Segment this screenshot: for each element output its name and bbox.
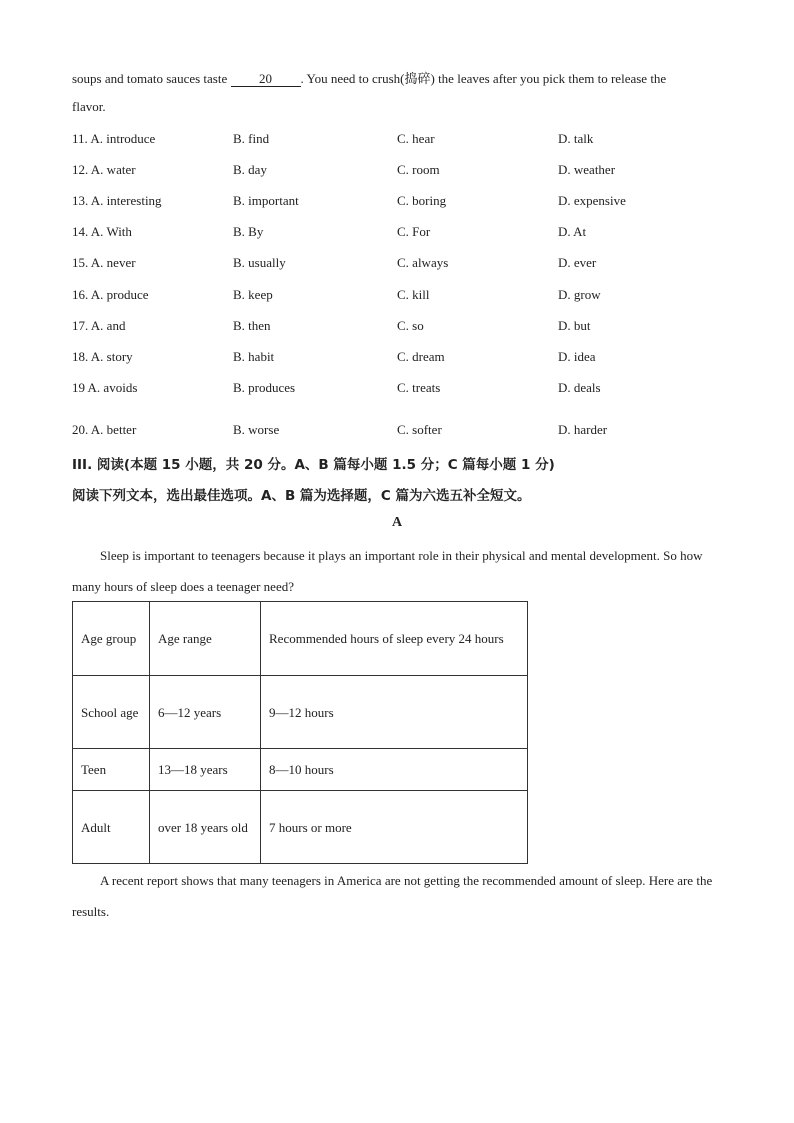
- question-row: [72, 131, 732, 149]
- option-a: A. produce: [90, 287, 149, 302]
- question-number-and-option-a: [72, 162, 136, 178]
- option-a: A. and: [90, 318, 126, 333]
- option-c: C. hear: [397, 131, 435, 146]
- option-d: D. weather: [558, 162, 616, 177]
- option-b: B. produces: [233, 380, 296, 395]
- cell-hours: 7 hours or more: [261, 791, 528, 864]
- option-d: D. grow: [558, 287, 601, 302]
- option-c: C. treats: [397, 380, 441, 395]
- question-number-and-option-a: [72, 224, 132, 240]
- question-number: 20.: [72, 422, 89, 437]
- cell-hours: 9—12 hours: [261, 676, 528, 749]
- question-number-and-option-a: [72, 131, 155, 147]
- question-number-and-option-a: [72, 193, 162, 209]
- question-number-and-option-a: [72, 422, 136, 438]
- option-d: D. idea: [558, 349, 596, 364]
- option-c: C. dream: [397, 349, 445, 364]
- option-c: C. softer: [397, 422, 442, 437]
- option-b: B. then: [233, 318, 271, 333]
- option-a: A. never: [90, 255, 136, 270]
- option-c: C. kill: [397, 287, 430, 302]
- question-number: 16.: [72, 287, 89, 302]
- option-d: D. harder: [558, 422, 608, 437]
- option-d: D. but: [558, 318, 591, 333]
- option-a: A. story: [90, 349, 133, 364]
- passage-paragraph-1: Sleep is important to teenagers because it plays an important role in their physical and mental development. So how many hours of sleep does a teenager need?: [72, 548, 703, 594]
- table-row: [73, 676, 528, 749]
- blank-20: 20: [231, 72, 301, 87]
- option-a: A. water: [90, 162, 136, 177]
- table-row: [73, 749, 528, 791]
- option-b: B. important: [233, 193, 299, 208]
- option-c: C. room: [397, 162, 440, 177]
- option-c: C. always: [397, 255, 449, 270]
- cell-age-range: over 18 years old: [150, 791, 261, 864]
- option-b: B. By: [233, 224, 264, 239]
- option-d: D. At: [558, 224, 587, 239]
- cell-age-range: 6—12 years: [150, 676, 261, 749]
- question-row: [72, 318, 732, 336]
- question-row: [72, 162, 732, 180]
- option-b: B. find: [233, 131, 270, 146]
- header-recommended-hours: Recommended hours of sleep every 24 hours: [261, 602, 528, 676]
- option-c: C. For: [397, 224, 431, 239]
- intro-line-2: flavor.: [72, 99, 106, 114]
- option-b: B. keep: [233, 287, 273, 302]
- question-row: [72, 193, 732, 211]
- option-d: D. expensive: [558, 193, 626, 208]
- header-age-group: Age group: [73, 602, 150, 676]
- option-c: C. boring: [397, 193, 447, 208]
- option-d: D. deals: [558, 380, 601, 395]
- question-number: 19: [72, 380, 85, 395]
- question-number-and-option-a: [72, 287, 149, 303]
- table-row: [73, 791, 528, 864]
- option-a: A. interesting: [90, 193, 162, 208]
- cell-age-group: Teen: [73, 749, 150, 791]
- option-b: B. day: [233, 162, 267, 177]
- cell-age-range: 13—18 years: [150, 749, 261, 791]
- cell-age-group: Adult: [73, 791, 150, 864]
- question-row: [72, 255, 732, 273]
- question-number: 14.: [72, 224, 89, 239]
- section-instruction: 阅读下列文本，选出最佳选项。A、B 篇为选择题，C 篇为六选五补全短文。: [72, 488, 531, 504]
- cell-hours: 8—10 hours: [261, 749, 528, 791]
- question-row: [72, 422, 732, 440]
- table-header-row: [73, 602, 528, 676]
- question-number: 18.: [72, 349, 89, 364]
- question-number: 11.: [72, 131, 88, 146]
- question-row: [72, 380, 732, 398]
- question-row: [72, 349, 732, 367]
- question-number-and-option-a: [72, 318, 125, 334]
- question-number: 12.: [72, 162, 89, 177]
- intro-line-1: [72, 68, 666, 87]
- question-row: [72, 287, 732, 305]
- option-a: A. introduce: [90, 131, 156, 146]
- passage-paragraph-2: A recent report shows that many teenagers in America are not getting the recommended amount of sleep. Here are the results.: [72, 873, 713, 919]
- option-a: A. better: [90, 422, 137, 437]
- question-number-and-option-a: [72, 255, 136, 271]
- sleep-table: [72, 601, 528, 864]
- question-number-and-option-a: [72, 380, 137, 396]
- option-b: B. usually: [233, 255, 286, 270]
- option-d: D. talk: [558, 131, 594, 146]
- option-a: A. With: [90, 224, 132, 239]
- question-row: [72, 224, 732, 242]
- passage-label: A: [391, 515, 403, 530]
- question-number: 17.: [72, 318, 89, 333]
- question-number-and-option-a: [72, 349, 133, 365]
- question-number: 13.: [72, 193, 89, 208]
- question-number: 15.: [72, 255, 89, 270]
- option-c: C. so: [397, 318, 424, 333]
- option-a: A. avoids: [87, 380, 138, 395]
- section-heading: III. 阅读(本题 15 小题，共 20 分。A、B 篇每小题 1.5 分；C 篇每小题 1 分): [72, 457, 555, 473]
- cell-age-group: School age: [73, 676, 150, 749]
- option-b: B. worse: [233, 422, 280, 437]
- header-age-range: Age range: [150, 602, 261, 676]
- option-b: B. habit: [233, 349, 275, 364]
- option-d: D. ever: [558, 255, 597, 270]
- intro-text-after: . You need to crush(捣碎) the leaves after you pick them to release the: [300, 71, 667, 86]
- intro-text-before: soups and tomato sauces taste: [72, 71, 228, 86]
